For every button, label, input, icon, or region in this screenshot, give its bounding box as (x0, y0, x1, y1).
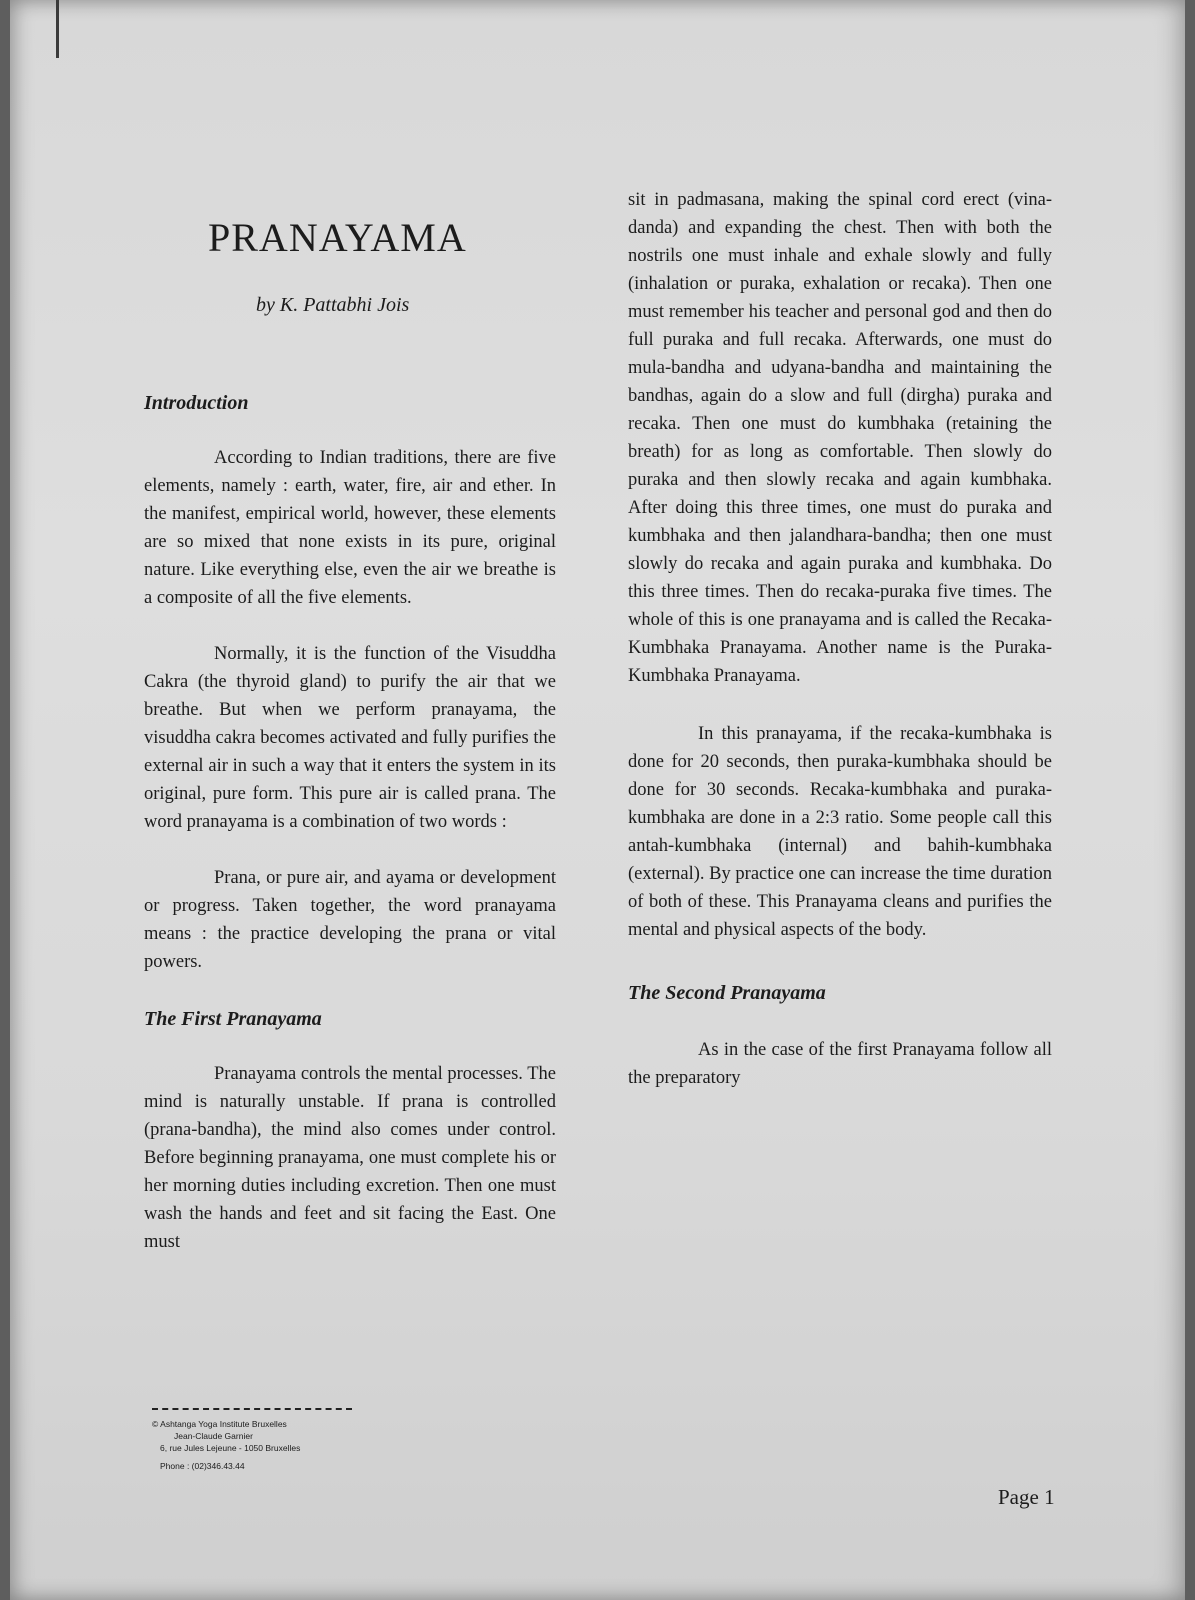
paragraph-intro-3: Prana, or pure air, and ayama or development or progress. Taken together, the word pranayama means : the practice developing the prana or vital powers. (144, 868, 556, 972)
paragraph-first-3: In this pranayama, if the recaka-kumbhaka is done for 20 seconds, then puraka-kumbhaka should be done for 30 seconds. Recaka-kumbhaka and puraka-kumbhaka are done in a 2:3 ratio. Some people call this antah-kumbhaka (internal) and bahih-kumbhaka (external). By practice one can increase the time duration of both of these. This Pranayama cleans and purifies the mental and physical aspects of the body. (628, 724, 1052, 940)
paragraph-second-1: As in the case of the first Pranayama follow all the preparatory (628, 1040, 1052, 1088)
binding-mark (56, 0, 59, 58)
heading-first-pranayama: The First Pranayama (144, 1008, 322, 1030)
footer-phone: Phone : (02)346.43.44 (160, 1461, 245, 1471)
paragraph-first-2: sit in padmasana, making the spinal cord erect (vina-danda) and expanding the chest. Then with both the nostrils one must inhale and exhale slowly and fully (inhalation or puraka, exhalation or recaka). Then one must remember his teacher and personal god and then do full puraka and full recaka. Afterwards, one must do mula-bandha and udyana-bandha and maintaining the bandhas, again do a slow and full (dirgha) puraka and recaka. Then one must do kumbhaka (retaining the breath) for as long as comfortable. Then slowly do puraka and then slowly recaka and again kumbhaka. After doing this three times, one must do puraka and kumbhaka and then jalandhara-bandha; then one must slowly do recaka and again puraka and kumbhaka. Do this three times. Then do recaka-puraka five times. The whole of this is one pranayama and is called the Recaka-Kumbhaka Pranayama. Another name is the Puraka-Kumbhaka Pranayama. (628, 190, 1052, 686)
heading-second-pranayama: The Second Pranayama (628, 982, 826, 1004)
footer-copyright: © Ashtanga Yoga Institute Bruxelles (152, 1419, 287, 1429)
paragraph-first-1: Pranayama controls the mental processes. The mind is naturally unstable. If prana is controlled (prana-bandha), the mind also comes under control. Before beginning pranayama, one must complete his or her morning duties including excretion. Then one must wash the hands and feet and sit facing the East. One must (144, 1064, 556, 1252)
paragraph-intro-1: According to Indian traditions, there are five elements, namely : earth, water, fire, air and ether. In the manifest, empirical world, however, these elements are so mixed that none exists in its pure, original nature. Like everything else, even the air we breathe is a composite of all the five elements. (144, 448, 556, 608)
document-page (10, 0, 1185, 1600)
heading-introduction: Introduction (144, 392, 249, 414)
footer-divider (152, 1408, 352, 1410)
footer-address: 6, rue Jules Lejeune - 1050 Bruxelles (160, 1443, 301, 1453)
paragraph-intro-2: Normally, it is the function of the Visuddha Cakra (the thyroid gland) to purify the air that we breathe. But when we perform pranayama, the visuddha cakra becomes activated and fully purifies the external air in such a way that it enters the system in its original, pure form. This pure air is called prana. The word pranayama is a combination of two words : (144, 644, 556, 832)
left-column (144, 196, 556, 1256)
author-byline: by K. Pattabhi Jois (256, 294, 410, 316)
footer-contact (152, 1408, 452, 1472)
right-column (628, 186, 1052, 1092)
page-number: Page 1 (998, 1485, 1055, 1509)
footer-name: Jean-Claude Garnier (174, 1431, 253, 1441)
document-title: PRANAYAMA (208, 215, 467, 260)
